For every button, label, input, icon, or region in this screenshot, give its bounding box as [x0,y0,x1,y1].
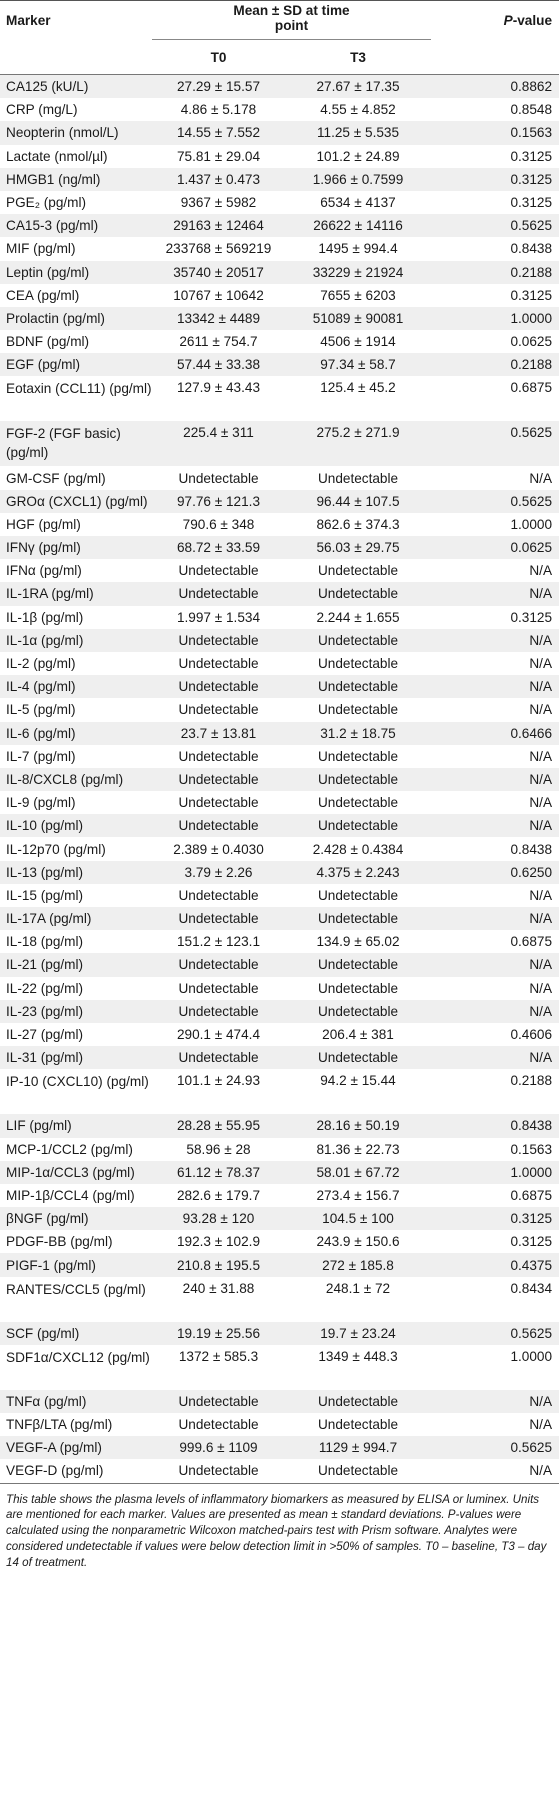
t0-value-cell: 9367 ± 5982 [152,191,285,214]
marker-cell: HGF (pg/ml) [0,513,152,536]
marker-cell: IL-7 (pg/ml) [0,745,152,768]
t3-value-cell: Undetectable [285,884,431,907]
t3-value-cell: Undetectable [285,814,431,837]
marker-cell: IP-10 (CXCL10) (pg/ml) [0,1069,152,1114]
p-value-cell: 0.5625 [431,421,559,466]
marker-cell: TNFβ/LTA (pg/ml) [0,1413,152,1436]
header-p-value [431,1,559,41]
t0-value-cell: 93.28 ± 120 [152,1207,285,1230]
header-mean-sd-label: Mean ± SD at time point [152,3,431,40]
p-value-cell: N/A [431,1390,559,1413]
t3-value-cell: Undetectable [285,953,431,976]
t3-value-cell: 862.6 ± 374.3 [285,513,431,536]
table-row [0,1161,559,1184]
marker-cell: IL-1β (pg/ml) [0,606,152,629]
p-value-cell: N/A [431,907,559,930]
table-row [0,1138,559,1161]
t0-value-cell: Undetectable [152,1390,285,1413]
p-value-cell: 0.5625 [431,490,559,513]
t3-value-cell: 101.2 ± 24.89 [285,145,431,168]
header-p-suffix: -value [512,13,553,28]
t0-value-cell: 97.76 ± 121.3 [152,490,285,513]
marker-cell: IL-22 (pg/ml) [0,977,152,1000]
p-value-cell: N/A [431,1000,559,1023]
table-row [0,606,559,629]
header-marker: Marker [0,1,152,41]
t0-value-cell: Undetectable [152,791,285,814]
table-footnote: This table shows the plasma levels of inflammatory biomarkers as measured by ELISA or luminex. Units are mentioned for each marker. Values are presented as mean ± standard deviations. P-values were calculated using the nonparametric Wilcoxon matched-pairs test with Prism software. Analytes were considered undetectable if values were below detection limit in >50% of samples. T0 – baseline, T3 – day 14 of treatment. [6,1492,547,1569]
p-value-cell: 0.3125 [431,145,559,168]
p-value-cell: 1.0000 [431,1161,559,1184]
t3-value-cell: Undetectable [285,652,431,675]
p-value-cell: 0.8862 [431,75,559,99]
marker-cell: VEGF-A (pg/ml) [0,1436,152,1459]
t0-value-cell: 101.1 ± 24.93 [152,1069,285,1114]
t3-value-cell: Undetectable [285,907,431,930]
header-p-italic: P [503,13,513,28]
marker-cell: MIF (pg/ml) [0,237,152,260]
t0-value-cell: 225.4 ± 311 [152,421,285,466]
t3-value-cell: 28.16 ± 50.19 [285,1114,431,1137]
t3-value-cell: Undetectable [285,698,431,721]
p-value-cell: 0.6875 [431,376,559,421]
table-row [0,490,559,513]
p-value-cell: N/A [431,582,559,605]
t3-value-cell: Undetectable [285,559,431,582]
marker-cell: FGF-2 (FGF basic) (pg/ml) [0,421,152,466]
table-row [0,559,559,582]
table-row [0,98,559,121]
t0-value-cell: 127.9 ± 43.43 [152,376,285,421]
t0-value-cell: 13342 ± 4489 [152,307,285,330]
table-row [0,536,559,559]
marker-cell: RANTES/CCL5 (pg/ml) [0,1277,152,1322]
p-value-cell: N/A [431,466,559,489]
table-row [0,675,559,698]
marker-cell: MIP-1β/CCL4 (pg/ml) [0,1184,152,1207]
marker-cell: Lactate (nmol/µl) [0,145,152,168]
table-row [0,237,559,260]
t0-value-cell: 28.28 ± 55.95 [152,1114,285,1137]
table-row [0,907,559,930]
marker-cell: Eotaxin (CCL11) (pg/ml) [0,376,152,421]
table-row [0,214,559,237]
t0-value-cell: 240 ± 31.88 [152,1277,285,1322]
table-row [0,1114,559,1137]
marker-cell: Leptin (pg/ml) [0,261,152,284]
marker-cell: IL-15 (pg/ml) [0,884,152,907]
table-row [0,884,559,907]
marker-cell: IL-21 (pg/ml) [0,953,152,976]
table-row [0,284,559,307]
p-value-cell: 0.8548 [431,98,559,121]
t3-value-cell: Undetectable [285,675,431,698]
t3-value-cell: 4.55 ± 4.852 [285,98,431,121]
t0-value-cell: 61.12 ± 78.37 [152,1161,285,1184]
table-row [0,582,559,605]
p-value-cell: N/A [431,559,559,582]
marker-cell: CA15-3 (pg/ml) [0,214,152,237]
p-value-cell: 0.3125 [431,191,559,214]
t0-value-cell: Undetectable [152,675,285,698]
p-value-cell: N/A [431,791,559,814]
marker-cell: IL-12p70 (pg/ml) [0,837,152,860]
marker-cell: IL-27 (pg/ml) [0,1023,152,1046]
header-mean-sd [152,1,431,41]
t0-value-cell: Undetectable [152,907,285,930]
p-value-cell: 0.0625 [431,330,559,353]
marker-cell: IL-9 (pg/ml) [0,791,152,814]
p-value-cell: 1.0000 [431,307,559,330]
t0-value-cell: Undetectable [152,814,285,837]
table-row [0,930,559,953]
p-value-cell: 0.0625 [431,536,559,559]
t0-value-cell: Undetectable [152,1413,285,1436]
t3-value-cell: Undetectable [285,768,431,791]
marker-cell: GROα (CXCL1) (pg/ml) [0,490,152,513]
t3-value-cell: 4.375 ± 2.243 [285,861,431,884]
table-row [0,1345,559,1390]
t3-value-cell: 81.36 ± 22.73 [285,1138,431,1161]
marker-cell: PDGF-BB (pg/ml) [0,1230,152,1253]
t0-value-cell: 4.86 ± 5.178 [152,98,285,121]
p-value-cell: N/A [431,745,559,768]
marker-cell: IL-1RA (pg/ml) [0,582,152,605]
t0-value-cell: 1.437 ± 0.473 [152,168,285,191]
marker-cell: βNGF (pg/ml) [0,1207,152,1230]
p-value-cell: N/A [431,1046,559,1069]
p-value-cell: N/A [431,1413,559,1436]
t3-value-cell: 104.5 ± 100 [285,1207,431,1230]
marker-cell: PIGF-1 (pg/ml) [0,1253,152,1276]
table-row [0,861,559,884]
p-value-cell: 0.2188 [431,353,559,376]
marker-cell: IFNα (pg/ml) [0,559,152,582]
t3-value-cell: 1129 ± 994.7 [285,1436,431,1459]
p-value-cell: 0.6466 [431,722,559,745]
t3-value-cell: 206.4 ± 381 [285,1023,431,1046]
t3-value-cell: Undetectable [285,1046,431,1069]
table-row [0,953,559,976]
p-value-cell: N/A [431,768,559,791]
header-empty-cell [431,40,559,75]
p-value-cell: 1.0000 [431,513,559,536]
p-value-cell: 0.8438 [431,837,559,860]
marker-cell: SCF (pg/ml) [0,1322,152,1345]
p-value-cell: 0.3125 [431,1230,559,1253]
t0-value-cell: 1372 ± 585.3 [152,1345,285,1390]
marker-cell: IL-2 (pg/ml) [0,652,152,675]
t0-value-cell: Undetectable [152,768,285,791]
t0-value-cell: Undetectable [152,1046,285,1069]
t3-value-cell: 96.44 ± 107.5 [285,490,431,513]
t3-value-cell: 275.2 ± 271.9 [285,421,431,466]
t0-value-cell: Undetectable [152,698,285,721]
t0-value-cell: 27.29 ± 15.57 [152,75,285,99]
p-value-cell: N/A [431,884,559,907]
t0-value-cell: Undetectable [152,582,285,605]
marker-cell: LIF (pg/ml) [0,1114,152,1137]
header-t3: T3 [285,40,431,75]
table-row [0,513,559,536]
t0-value-cell: 790.6 ± 348 [152,513,285,536]
table-row [0,1207,559,1230]
header-t0: T0 [152,40,285,75]
t0-value-cell: 999.6 ± 1109 [152,1436,285,1459]
table-row [0,977,559,1000]
marker-cell: IL-6 (pg/ml) [0,722,152,745]
marker-cell: Neopterin (nmol/L) [0,121,152,144]
marker-cell: MCP-1/CCL2 (pg/ml) [0,1138,152,1161]
p-value-cell: N/A [431,977,559,1000]
t3-value-cell: 51089 ± 90081 [285,307,431,330]
t3-value-cell: 134.9 ± 65.02 [285,930,431,953]
t3-value-cell: 4506 ± 1914 [285,330,431,353]
p-value-cell: 0.5625 [431,1436,559,1459]
table-body [0,75,559,1484]
p-value-cell: N/A [431,1459,559,1483]
t0-value-cell: 19.19 ± 25.56 [152,1322,285,1345]
p-value-cell: 0.8438 [431,237,559,260]
p-value-cell: 0.8434 [431,1277,559,1322]
p-value-cell: 0.4606 [431,1023,559,1046]
t0-value-cell: 57.44 ± 33.38 [152,353,285,376]
t3-value-cell: 94.2 ± 15.44 [285,1069,431,1114]
marker-cell: TNFα (pg/ml) [0,1390,152,1413]
p-value-cell: 1.0000 [431,1345,559,1390]
marker-cell: CRP (mg/L) [0,98,152,121]
p-value-cell: 0.6250 [431,861,559,884]
table-row [0,814,559,837]
marker-cell: IL-23 (pg/ml) [0,1000,152,1023]
marker-cell: IL-5 (pg/ml) [0,698,152,721]
p-value-cell: N/A [431,675,559,698]
t0-value-cell: Undetectable [152,745,285,768]
marker-cell: IL-10 (pg/ml) [0,814,152,837]
table-row [0,353,559,376]
table-row [0,1459,559,1483]
table-row [0,768,559,791]
table-row [0,791,559,814]
t0-value-cell: Undetectable [152,977,285,1000]
t3-value-cell: Undetectable [285,466,431,489]
t3-value-cell: 31.2 ± 18.75 [285,722,431,745]
table-row [0,698,559,721]
t0-value-cell: Undetectable [152,629,285,652]
table-row [0,466,559,489]
t3-value-cell: 19.7 ± 23.24 [285,1322,431,1345]
t0-value-cell: Undetectable [152,559,285,582]
t0-value-cell: 68.72 ± 33.59 [152,536,285,559]
t3-value-cell: 248.1 ± 72 [285,1277,431,1322]
p-value-cell: 0.3125 [431,606,559,629]
header-empty-cell [0,40,152,75]
marker-cell: IL-8/CXCL8 (pg/ml) [0,768,152,791]
t3-value-cell: 243.9 ± 150.6 [285,1230,431,1253]
p-value-cell: 0.8438 [431,1114,559,1137]
marker-cell: BDNF (pg/ml) [0,330,152,353]
t3-value-cell: 33229 ± 21924 [285,261,431,284]
t3-value-cell: 11.25 ± 5.535 [285,121,431,144]
marker-cell: IL-13 (pg/ml) [0,861,152,884]
marker-cell: EGF (pg/ml) [0,353,152,376]
table-row [0,421,559,466]
table-row [0,652,559,675]
table-row [0,1230,559,1253]
table-row [0,1069,559,1114]
t3-value-cell: 1.966 ± 0.7599 [285,168,431,191]
t3-value-cell: Undetectable [285,745,431,768]
t0-value-cell: Undetectable [152,1459,285,1483]
table-row [0,1390,559,1413]
table-row [0,121,559,144]
marker-cell: PGE₂ (pg/ml) [0,191,152,214]
t0-value-cell: 35740 ± 20517 [152,261,285,284]
table-row [0,1184,559,1207]
t0-value-cell: Undetectable [152,884,285,907]
t3-value-cell: 6534 ± 4137 [285,191,431,214]
table-row [0,722,559,745]
table-row [0,1277,559,1322]
t3-value-cell: 1349 ± 448.3 [285,1345,431,1390]
table-row [0,745,559,768]
p-value-cell: 0.1563 [431,121,559,144]
t0-value-cell: 192.3 ± 102.9 [152,1230,285,1253]
marker-cell: IFNγ (pg/ml) [0,536,152,559]
t3-value-cell: Undetectable [285,1459,431,1483]
table-row [0,307,559,330]
p-value-cell: 0.6875 [431,1184,559,1207]
t0-value-cell: Undetectable [152,652,285,675]
marker-cell: IL-31 (pg/ml) [0,1046,152,1069]
p-value-cell: 0.2188 [431,261,559,284]
t3-value-cell: 1495 ± 994.4 [285,237,431,260]
p-value-cell: 0.3125 [431,284,559,307]
t0-value-cell: 23.7 ± 13.81 [152,722,285,745]
marker-cell: CA125 (kU/L) [0,75,152,99]
p-value-cell: 0.6875 [431,930,559,953]
t3-value-cell: 26622 ± 14116 [285,214,431,237]
table-row [0,1023,559,1046]
table-header [0,1,559,75]
t3-value-cell: Undetectable [285,1413,431,1436]
p-value-cell: 0.3125 [431,1207,559,1230]
t0-value-cell: 2.389 ± 0.4030 [152,837,285,860]
p-value-cell: N/A [431,814,559,837]
table-row [0,191,559,214]
t3-value-cell: 2.244 ± 1.655 [285,606,431,629]
t3-value-cell: 273.4 ± 156.7 [285,1184,431,1207]
p-value-cell: 0.1563 [431,1138,559,1161]
t0-value-cell: 2611 ± 754.7 [152,330,285,353]
t3-value-cell: 27.67 ± 17.35 [285,75,431,99]
p-value-cell: N/A [431,629,559,652]
marker-cell: IL-1α (pg/ml) [0,629,152,652]
marker-cell: HMGB1 (ng/ml) [0,168,152,191]
table-row [0,261,559,284]
table-row [0,168,559,191]
t0-value-cell: 290.1 ± 474.4 [152,1023,285,1046]
marker-cell: IL-17A (pg/ml) [0,907,152,930]
t0-value-cell: 1.997 ± 1.534 [152,606,285,629]
t0-value-cell: 58.96 ± 28 [152,1138,285,1161]
t0-value-cell: 29163 ± 12464 [152,214,285,237]
p-value-cell: 0.3125 [431,168,559,191]
t3-value-cell: Undetectable [285,1390,431,1413]
t3-value-cell: Undetectable [285,582,431,605]
table-row [0,629,559,652]
marker-cell: CEA (pg/ml) [0,284,152,307]
table-row [0,75,559,99]
table-row [0,330,559,353]
t0-value-cell: Undetectable [152,466,285,489]
t0-value-cell: 10767 ± 10642 [152,284,285,307]
table-row [0,376,559,421]
t0-value-cell: Undetectable [152,1000,285,1023]
t3-value-cell: 58.01 ± 67.72 [285,1161,431,1184]
table-row [0,1046,559,1069]
p-value-cell: 0.2188 [431,1069,559,1114]
t3-value-cell: 272 ± 185.8 [285,1253,431,1276]
t3-value-cell: Undetectable [285,791,431,814]
t0-value-cell: 3.79 ± 2.26 [152,861,285,884]
t0-value-cell: 233768 ± 569219 [152,237,285,260]
t0-value-cell: 75.81 ± 29.04 [152,145,285,168]
p-value-cell: 0.4375 [431,1253,559,1276]
t0-value-cell: 282.6 ± 179.7 [152,1184,285,1207]
t3-value-cell: Undetectable [285,1000,431,1023]
t3-value-cell: 2.428 ± 0.4384 [285,837,431,860]
t3-value-cell: 97.34 ± 58.7 [285,353,431,376]
t3-value-cell: Undetectable [285,977,431,1000]
t0-value-cell: 14.55 ± 7.552 [152,121,285,144]
t0-value-cell: Undetectable [152,953,285,976]
marker-cell: VEGF-D (pg/ml) [0,1459,152,1483]
table-row [0,837,559,860]
table-row [0,1322,559,1345]
marker-cell: SDF1α/CXCL12 (pg/ml) [0,1345,152,1390]
table-row [0,1413,559,1436]
t0-value-cell: 210.8 ± 195.5 [152,1253,285,1276]
p-value-cell: N/A [431,953,559,976]
t3-value-cell: 125.4 ± 45.2 [285,376,431,421]
t0-value-cell: 151.2 ± 123.1 [152,930,285,953]
table-row [0,145,559,168]
table-row [0,1000,559,1023]
t3-value-cell: 7655 ± 6203 [285,284,431,307]
table-row [0,1436,559,1459]
p-value-cell: N/A [431,652,559,675]
p-value-cell: 0.5625 [431,214,559,237]
t3-value-cell: Undetectable [285,629,431,652]
table-row [0,1253,559,1276]
marker-cell: IL-18 (pg/ml) [0,930,152,953]
p-value-cell: N/A [431,698,559,721]
p-value-cell: 0.5625 [431,1322,559,1345]
marker-cell: GM-CSF (pg/ml) [0,466,152,489]
marker-cell: MIP-1α/CCL3 (pg/ml) [0,1161,152,1184]
marker-cell: IL-4 (pg/ml) [0,675,152,698]
t3-value-cell: 56.03 ± 29.75 [285,536,431,559]
marker-cell: Prolactin (pg/ml) [0,307,152,330]
